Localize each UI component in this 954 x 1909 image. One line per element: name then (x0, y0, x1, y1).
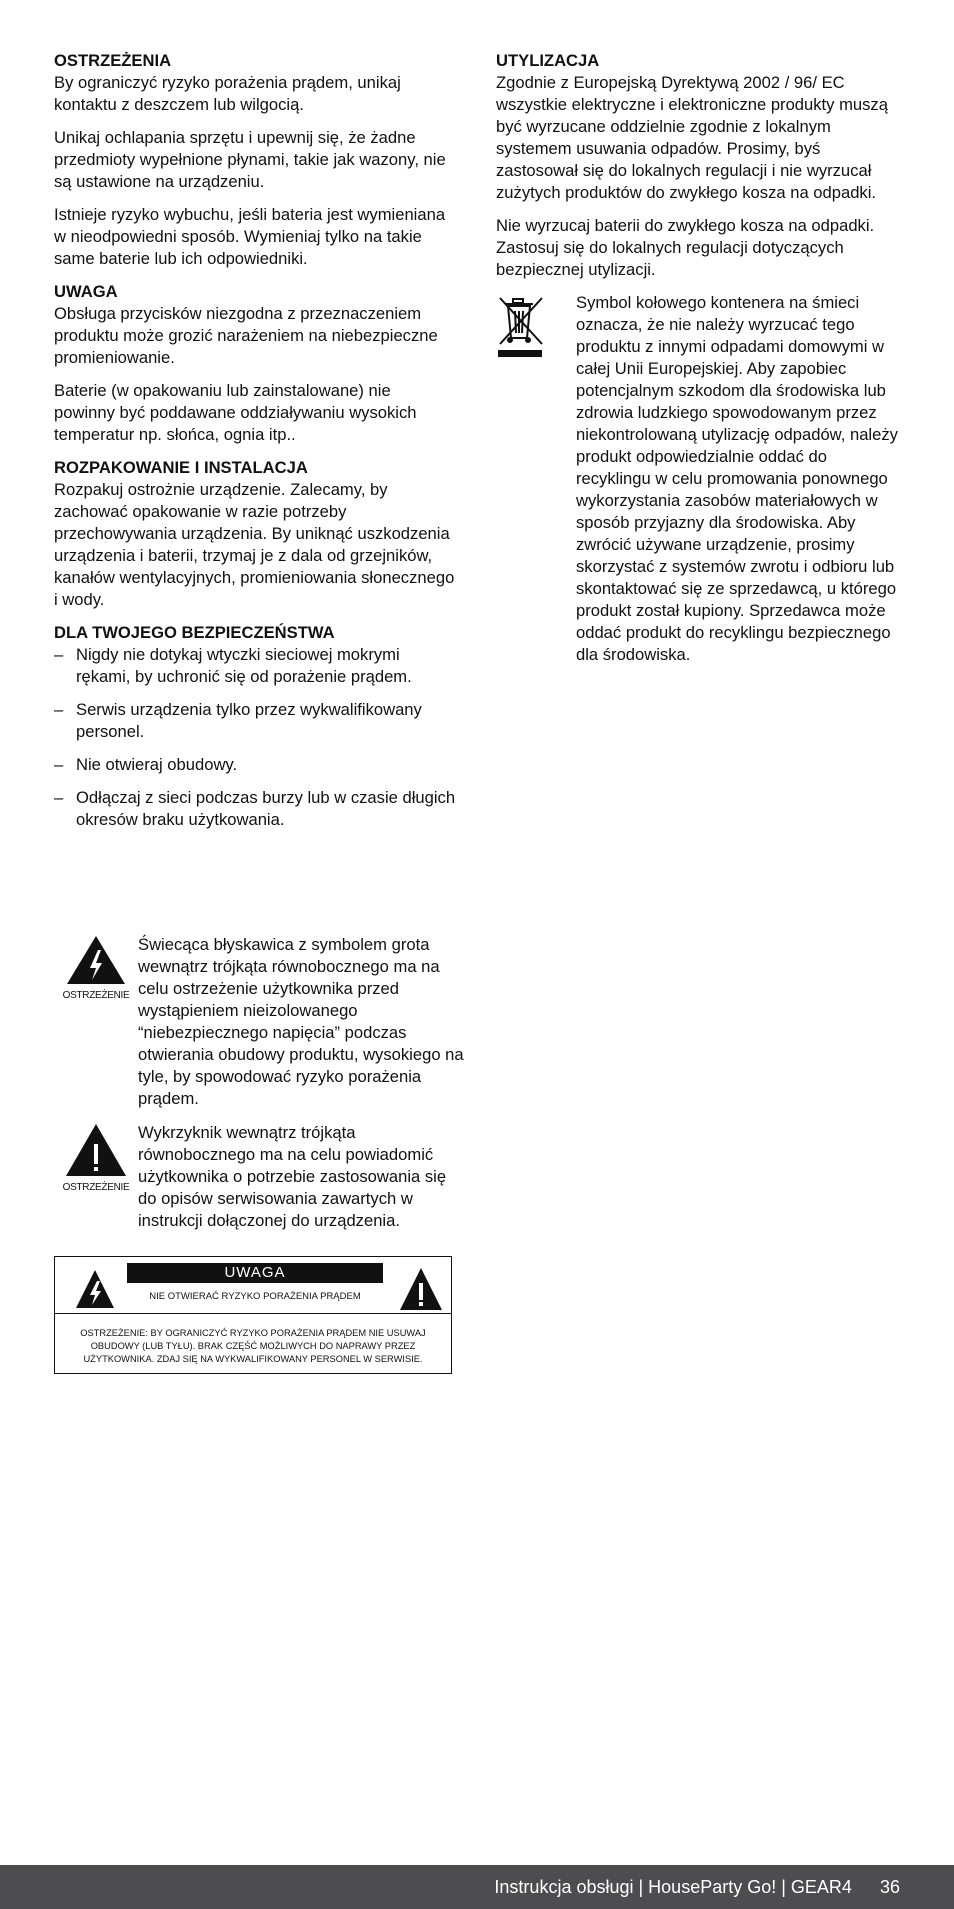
unpacking-section (54, 457, 456, 611)
right-column (496, 50, 904, 666)
crossed-bin-icon (496, 292, 576, 666)
page-number: 36 (879, 1877, 900, 1897)
dash-marker: – (54, 755, 64, 774)
unpacking-heading: ROZPAKOWANIE I INSTALACJA (54, 458, 308, 477)
page-footer (0, 1865, 954, 1909)
unpacking-paragraph: Rozpakuj ostrożnie urządzenie. Zalecamy, by zachować opakowanie w razie potrzeby przechowywania urządzenia. By uniknąć uszkodzenia urządzenia i baterii, trzymaj je z dala od grzejników, kanałów wentylacyjnych, promieniowania słonecznego i wody. (54, 480, 455, 609)
disposal-paragraph-2: Nie wyrzucaj baterii do zwykłego kosza na odpadki. Zastosuj się do lokalnych regulacji dotyczących bezpiecznej utylizacji. (496, 216, 875, 279)
list-item-text: Nie otwieraj obudowy. (76, 755, 238, 774)
list-item-text: Serwis urządzenia tylko przez wykwalifikowany personel. (76, 700, 422, 741)
caution-banner: UWAGA (127, 1263, 383, 1283)
safety-list (54, 644, 456, 831)
exclamation-warning-icon (399, 1267, 443, 1316)
caution-heading: UWAGA (54, 282, 118, 301)
left-column (54, 50, 456, 842)
exclamation-symbol-text: Wykrzyknik wewnątrz trójkąta równobocznego ma na celu powiadomić użytkownika o potrzebie zastosowania się do opisów serwisowania zawartych w instrukcji dołączonej do urządzenia. (138, 1123, 447, 1230)
exclamation-symbol-block (54, 1122, 464, 1232)
icon-caption: OSTRZEŻENIE (62, 990, 130, 1001)
list-item-text: Odłączaj z sieci podczas burzy lub w czasie długich okresów braku użytkowania. (76, 788, 456, 829)
disposal-section (496, 50, 904, 666)
warnings-paragraph-2: Unikaj ochlapania sprzętu i upewnij się, że żadne przedmioty wypełnione płynami, takie jak wazony, nie są ustawione na urządzeniu. (54, 128, 446, 191)
caution-section (54, 281, 456, 446)
dash-marker: – (54, 788, 64, 807)
lightning-symbol-block (54, 934, 464, 1110)
exclamation-warning-icon (54, 1122, 138, 1232)
safety-heading: DLA TWOJEGO BEZPIECZEŃSTWA (54, 623, 335, 642)
caution-paragraph-1: Obsługa przycisków niezgodna z przeznaczeniem produktu może grozić narażeniem na niebezpieczne promieniowanie. (54, 304, 438, 367)
caution-label-box (54, 1256, 452, 1374)
footer-text: Instrukcja obsługi | HouseParty Go! | GEAR4 (494, 1877, 852, 1897)
list-item-text: Nigdy nie dotykaj wtyczki sieciowej mokrymi rękami, by uchronić się od porażenie prądem. (76, 645, 412, 686)
caution-paragraph-2: Baterie (w opakowaniu lub zainstalowane) nie powinny być poddawane oddziaływaniu wysokich temperatur np. słońca, ognia itp.. (54, 381, 417, 444)
weee-block (496, 292, 904, 666)
weee-text: Symbol kołowego kontenera na śmieci oznacza, że nie należy wyrzucać tego produktu z innymi odpadami domowymi w całej Unii Europejskiej. Aby zapobiec potencjalnym szkodom dla środowiska lub zdrowia ludzkiego spowodowanym przez niekontrolowaną utylizację odpadów, należy produkt odpowiedzialnie oddać do recyklingu w celu promowania ponownego wykorzystania zasobów materiałowych w sposób przyjazny dla środowiska. Aby zwrócić używane urządzenie, prosimy skorzystać z systemów zwrotu i odbioru lub skontaktować się ze sprzedawcą, u którego produkt został kupiony. Sprzedawca może oddać produkt do recyklingu bezpiecznego dla środowiska. (576, 293, 898, 664)
safety-section (54, 622, 456, 831)
list-item (54, 787, 456, 831)
list-item (54, 754, 456, 776)
lightning-warning-icon (54, 934, 138, 1110)
warnings-paragraph-3: Istnieje ryzyko wybuchu, jeśli bateria jest wymieniana w nieodpowiedni sposób. Wymieniaj tylko na takie same baterie lub ich odpowiedniki. (54, 205, 446, 268)
warnings-heading: OSTRZEŻENIA (54, 51, 172, 70)
icon-caption: OSTRZEŻENIE (62, 1182, 130, 1193)
dash-marker: – (54, 700, 64, 719)
disposal-heading: UTYLIZACJA (496, 51, 600, 70)
list-item (54, 644, 456, 688)
disposal-paragraph-1: Zgodnie z Europejską Dyrektywą 2002 / 96/ EC wszystkie elektryczne i elektroniczne produkty muszą być wyrzucane oddzielnie zgodnie z lokalnym systemem usuwania odpadów. Prosimy, byś zastosował się do lokalnych regulacji i nie wyrzucał zużytych produktów do zwykłego kosza na odpadki. (496, 73, 888, 202)
dash-marker: – (54, 645, 64, 664)
divider (55, 1313, 451, 1314)
footer-content (494, 1865, 900, 1909)
warnings-section (54, 50, 456, 270)
lightning-warning-icon (75, 1269, 115, 1314)
caution-subtitle: NIE OTWIERAĆ RYZYKO PORAŻENIA PRĄDEM (149, 1291, 361, 1302)
caution-warning-text: OSTRZEŻENIE: BY OGRANICZYĆ RYZYKO PORAŻENIA PRĄDEM NIE USUWAJ OBUDOWY (LUB TYŁU). BRAK CZĘŚĆ MOŻLIWYCH DO NAPRAWY PRZEZ UŻYTKOWNIKA. ZDAJ SIĘ NA WYKWALIFIKOWANY PERSONEL W SERWISIE. (80, 1328, 426, 1364)
lightning-symbol-text: Świecąca błyskawica z symbolem grota wewnątrz trójkąta równobocznego ma na celu ostrzeżenie użytkownika przed wystąpieniem nieizolowanego “niebezpiecznego napięcia” podczas otwierania obudowy produktu, wysokiego na tyle, by spowodować ryzyko porażenia prądem. (138, 935, 464, 1108)
list-item (54, 699, 456, 743)
warnings-paragraph-1: By ograniczyć ryzyko porażenia prądem, unikaj kontaktu z deszczem lub wilgocią. (54, 73, 401, 114)
